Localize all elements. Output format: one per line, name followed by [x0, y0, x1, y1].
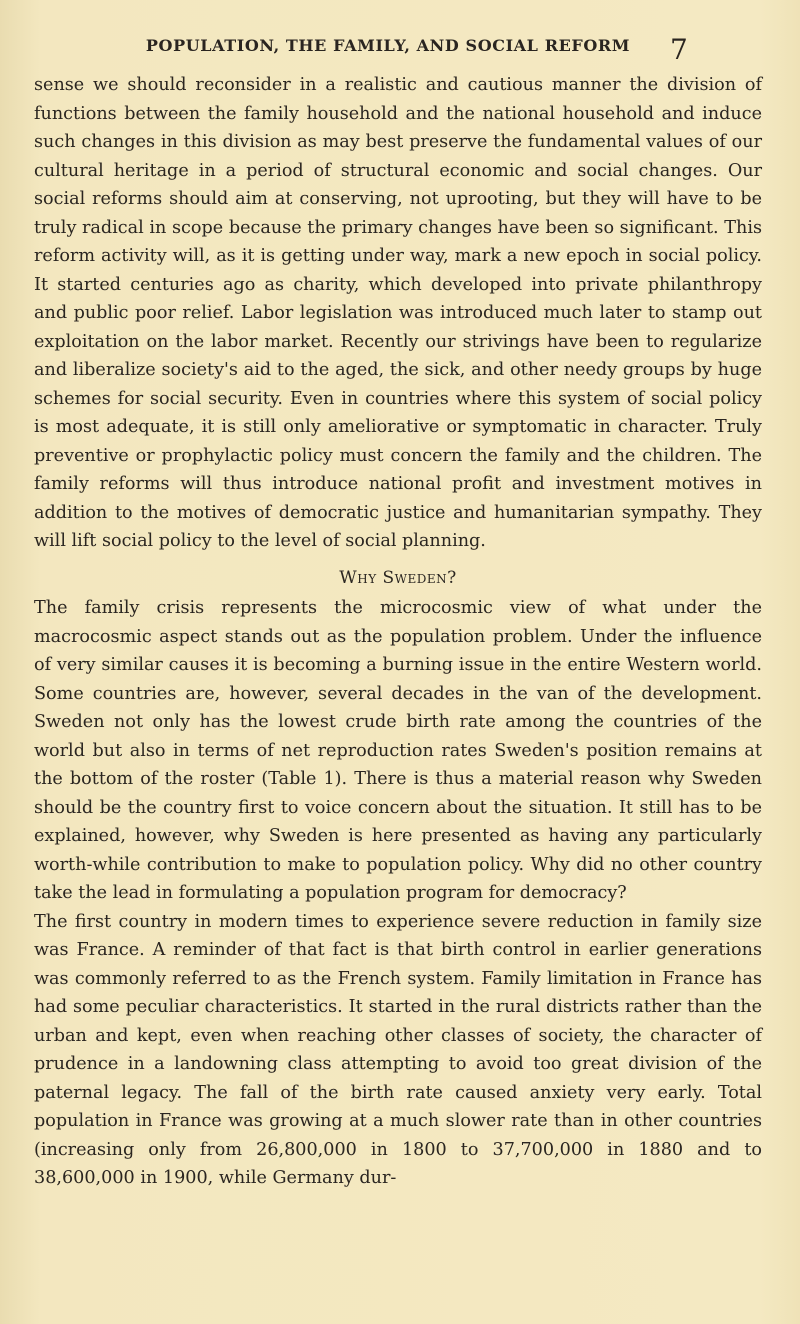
- paragraph-2: The family crisis represents the microcosmic view of what under the macrocosmic aspect stands out as the population problem. Under the influence of very similar causes it is becoming a burning issue in the entire Western world. Some countries are, however, several decades in the van of the development. Sweden not only has the lowest crude birth rate among the countries of the world but also in terms of net reproduction rates Sweden's position remains at the bottom of the roster (Table 1). There is thus a material reason why Sweden should be the country first to voice concern about the situation. It still has to be explained, however, why Sweden is here presented as having any particularly worth-while contribution to make to population policy. Why did no other country take the lead in formulating a population program for democracy?: [34, 598, 762, 903]
- running-head: POPULATION, THE FAMILY, AND SOCIAL REFORM: [145, 36, 631, 55]
- page-number: 7: [670, 33, 688, 66]
- paragraph-1: sense we should reconsider in a realistic and cautious manner the division of functions between the family household and the national household and induce such changes in this division as may best preserve the fundamental values of our cultural heritage in a period of structural economic and social changes. Our social reforms should aim at conserving, not uprooting, but they will have to be truly radical in scope because the primary changes have been so significant. This reform activity will, as it is getting under way, mark a new epoch in social policy. It started centuries ago as charity, which developed into private philanthropy and public poor relief. Labor legislation was introduced much later to stamp out exploitation on the labor market. Recently our strivings have been to regularize and liberalize society's aid to the aged, the sick, and other needy groups by huge schemes for social security. Even in countries where this system of social policy is most adequate, it is still only ameliorative or symptomatic in character. Truly preventive or prophylactic policy must concern the family and the children. The family reforms will thus introduce national profit and investment motives in addition to the motives of democratic justice and humanitarian sympathy. They will lift social policy to the level of social planning.: [34, 75, 762, 551]
- body-text: [34, 71, 762, 1193]
- section-heading: Why Sweden?: [339, 567, 457, 588]
- paragraph-3: The first country in modern times to experience severe reduction in family size was France. A reminder of that fact is that birth control in earlier generations was commonly referred to as the French system. Family limitation in France has had some peculiar characteristics. It started in the rural districts rather than the urban and kept, even when reaching other classes of society, the character of prudence in a landowning class attempting to avoid too great division of the paternal legacy. The fall of the birth rate caused anxiety very early. Total population in France was growing at a much slower rate than in other countries (increasing only from 26,800,000 in 1800 to 37,700,000 in 1880 and to 38,600,000 in 1900, while Germany dur-: [34, 911, 762, 1188]
